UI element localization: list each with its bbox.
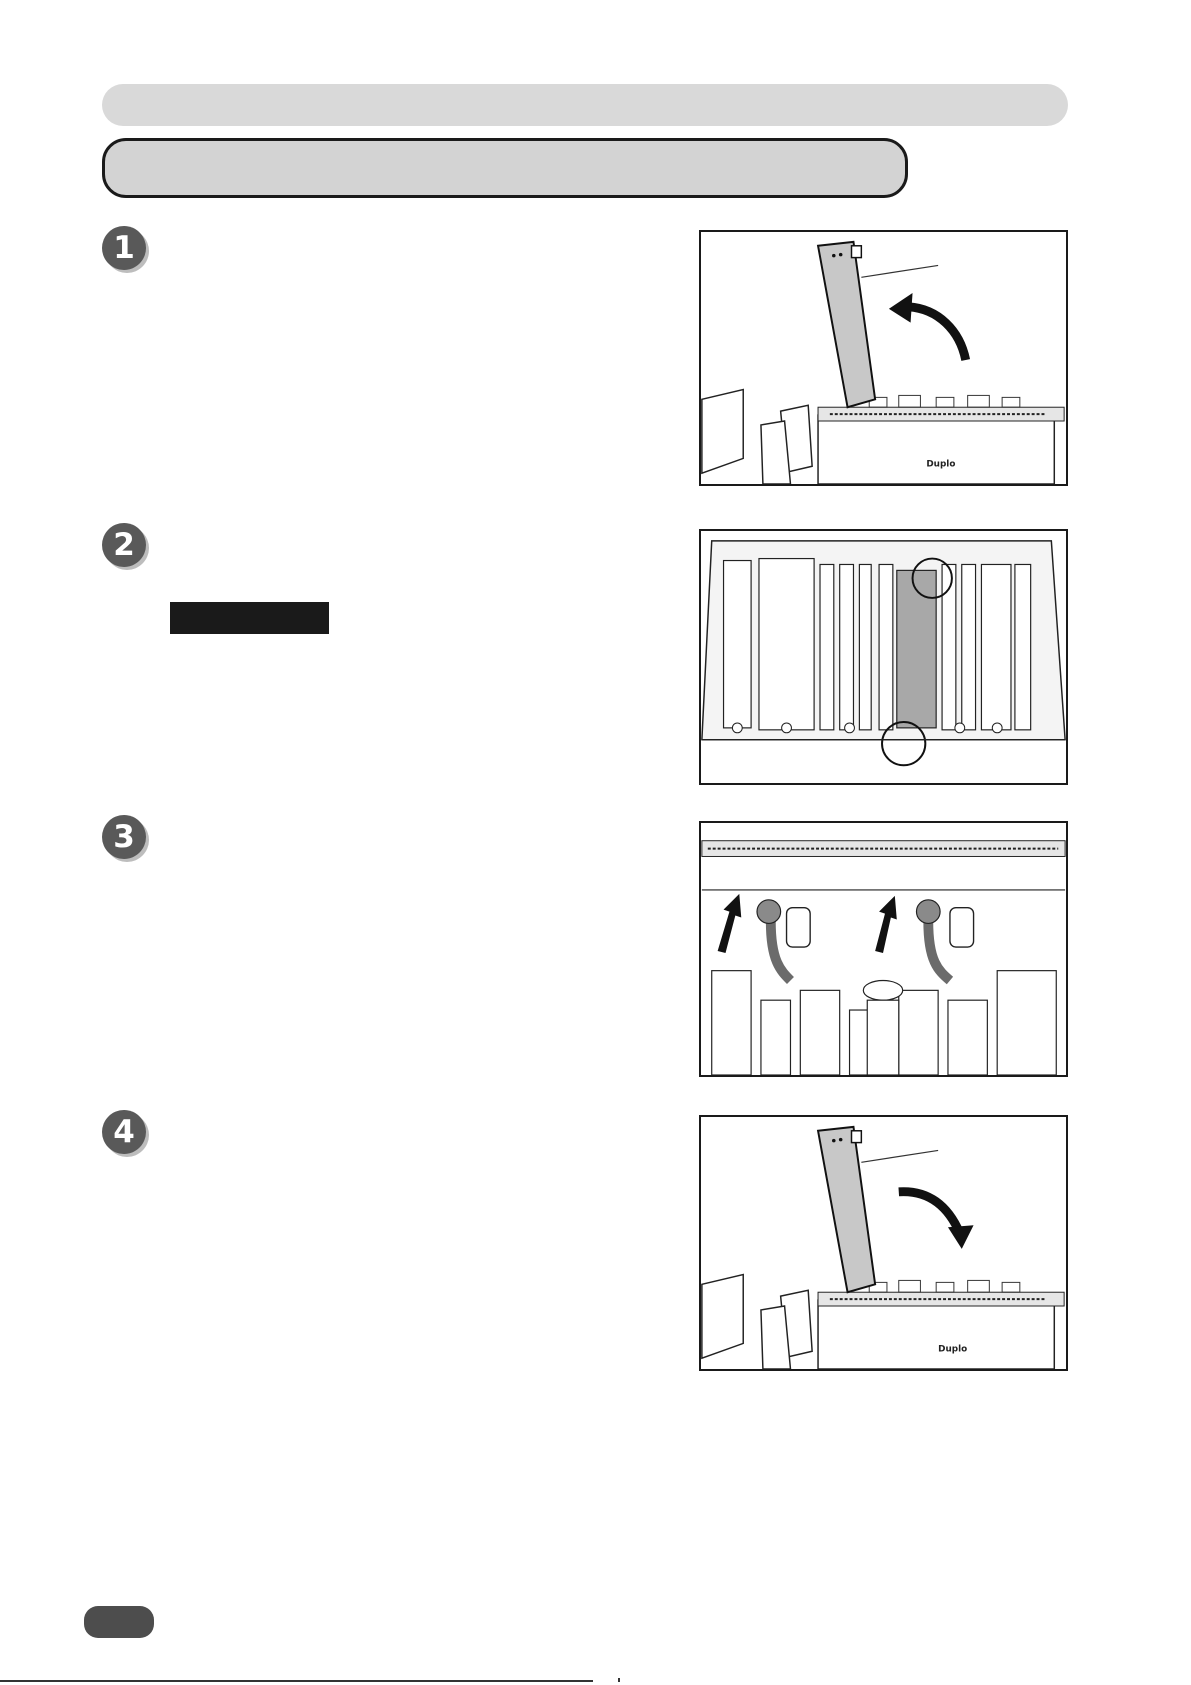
step-3-badge: 3 xyxy=(102,815,146,859)
figure-inside-parts xyxy=(699,529,1068,785)
figure-open-cover xyxy=(699,230,1068,486)
figure-lift-parts xyxy=(699,821,1068,1077)
procedure-title-box xyxy=(102,138,908,198)
footer-rule xyxy=(0,1680,593,1682)
page-number-tab xyxy=(84,1606,154,1638)
figure-close-cover xyxy=(699,1115,1068,1371)
step-4-badge: 4 xyxy=(102,1110,146,1154)
step-1-badge: 1 xyxy=(102,226,146,270)
step-2-badge: 2 xyxy=(102,523,146,567)
section-header-bar xyxy=(102,84,1068,126)
svg-text:Duplo: Duplo xyxy=(926,459,956,470)
important-label xyxy=(170,602,329,634)
footer-tick xyxy=(618,1678,620,1682)
svg-text:Duplo: Duplo xyxy=(938,1344,968,1355)
